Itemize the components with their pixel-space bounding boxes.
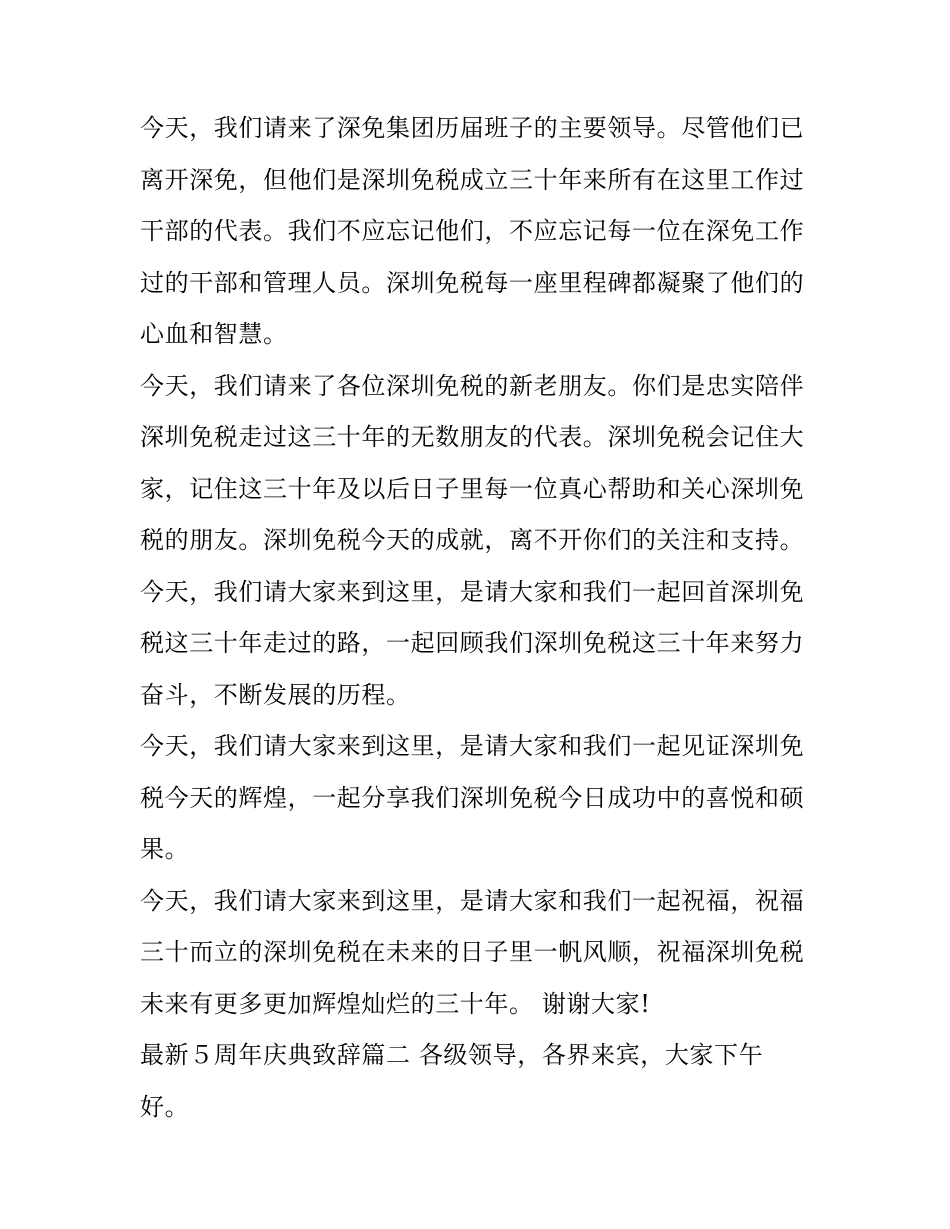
text-line: 税这三十年走过的路，一起回顾我们深圳免税这三十年来努力 (140, 629, 805, 657)
text-line: 税今天的辉煌，一起分享我们深圳免税今日成功中的喜悦和硕 (140, 783, 805, 812)
text-line: 未来有更多更加辉煌灿烂的三十年。 谢谢大家! (140, 989, 651, 1018)
text-line: 过的干部和管理人员。深圳免税每一座里程碑都凝聚了他们的 (140, 268, 805, 297)
text-line: 家，记住这三十年及以后日子里每一位真心帮助和关心深圳免 (140, 474, 805, 503)
text-line: 今天，我们请来了各位深圳免税的新老朋友。你们是忠实陪伴 (140, 371, 805, 400)
text-line: 今天，我们请大家来到这里，是请大家和我们一起祝福，祝福 (140, 886, 805, 915)
text-line: 三十而立的深圳免税在未来的日子里一帆风顺，祝福深圳免税 (140, 938, 805, 966)
text-line: 今天，我们请来了深免集团历届班子的主要领导。尽管他们已 (140, 114, 805, 142)
text-line: 奋斗，不断发展的历程。 (140, 680, 411, 709)
text-line: 果。 (140, 835, 190, 863)
text-line: 最新５周年庆典致辞篇二 各级领导，各界来宾，大家下午 (140, 1041, 764, 1069)
text-line: 干部的代表。我们不应忘记他们，不应忘记每一位在深免工作 (140, 217, 805, 245)
document-body (140, 103, 830, 1133)
text-line: 离开深免，但他们是深圳免税成立三十年来所有在这里工作过 (140, 165, 805, 194)
text-line: 心血和智慧。 (140, 320, 288, 348)
text-line: 今天，我们请大家来到这里，是请大家和我们一起见证深圳免 (140, 732, 805, 760)
text-line: 深圳免税走过这三十年的无数朋友的代表。深圳免税会记住大 (140, 423, 805, 451)
text-line: 好。 (140, 1092, 190, 1121)
text-line: 今天，我们请大家来到这里，是请大家和我们一起回首深圳免 (140, 577, 805, 606)
text-line: 税的朋友。深圳免税今天的成就，离不开你们的关注和支持。 (140, 526, 805, 554)
